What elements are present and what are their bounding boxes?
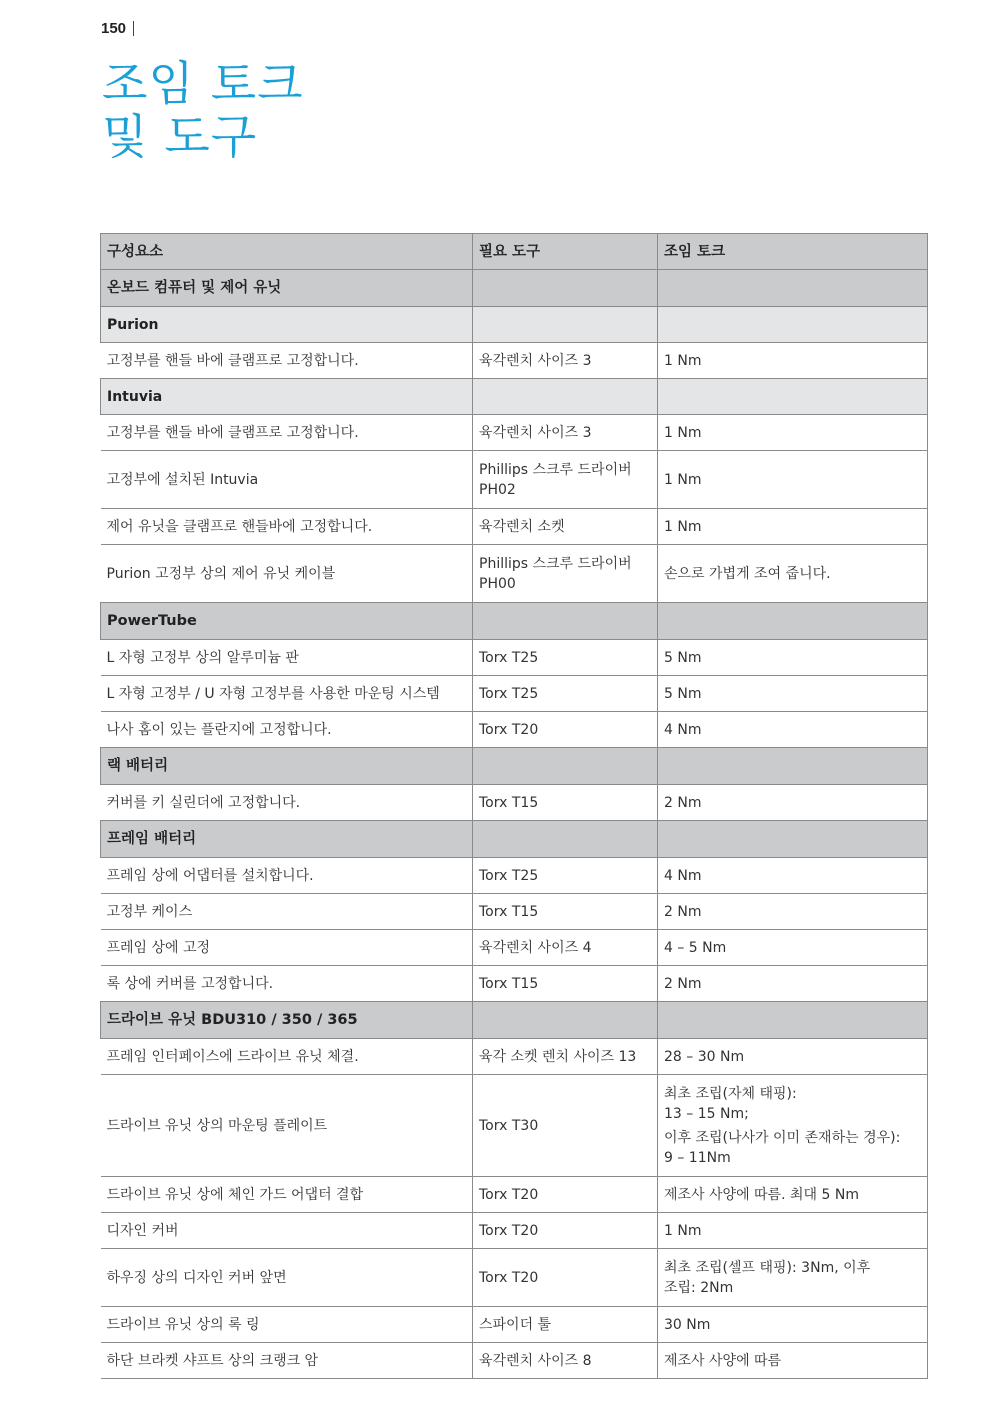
table-row bbox=[101, 1249, 928, 1307]
cell-tool bbox=[473, 545, 658, 603]
section-row-powertube bbox=[101, 603, 928, 640]
cell-tool: 육각렌치 소켓 bbox=[473, 509, 658, 545]
section-label: 드라이브 유닛 BDU310 / 350 / 365 bbox=[101, 1002, 473, 1039]
cell-torque: 2 Nm bbox=[658, 894, 928, 930]
table-row bbox=[101, 966, 928, 1002]
cell-torque-line: 조립: 2Nm bbox=[664, 1279, 734, 1296]
header-torque: 조임 토크 bbox=[658, 234, 928, 270]
cell-torque-line: 13 – 15 Nm; bbox=[664, 1105, 749, 1122]
section-row-intuvia bbox=[101, 379, 928, 415]
table-row bbox=[101, 894, 928, 930]
table-row bbox=[101, 712, 928, 748]
table-row bbox=[101, 1213, 928, 1249]
cell-tool: Torx T25 bbox=[473, 676, 658, 712]
cell-tool-line: Phillips 스크루 드라이버 bbox=[479, 461, 632, 478]
cell-torque: 1 Nm bbox=[658, 451, 928, 509]
cell-component: L 자형 고정부 상의 알루미늄 판 bbox=[101, 640, 473, 676]
page-title bbox=[102, 58, 304, 164]
cell-torque-line: 9 – 11Nm bbox=[664, 1149, 731, 1166]
cell-tool: Torx T20 bbox=[473, 1213, 658, 1249]
table-row bbox=[101, 858, 928, 894]
cell-torque: 5 Nm bbox=[658, 640, 928, 676]
cell-component: 프레임 인터페이스에 드라이브 유닛 체결. bbox=[101, 1039, 473, 1075]
cell-tool: 육각 소켓 렌치 사이즈 13 bbox=[473, 1039, 658, 1075]
page-number-value: 150 bbox=[101, 20, 127, 37]
cell-tool: Torx T25 bbox=[473, 858, 658, 894]
cell-component: 프레임 상에 고정 bbox=[101, 930, 473, 966]
section-label: 프레임 배터리 bbox=[101, 821, 473, 858]
cell-tool bbox=[473, 451, 658, 509]
cell-torque: 1 Nm bbox=[658, 415, 928, 451]
cell-torque bbox=[658, 1249, 928, 1307]
section-row-purion bbox=[101, 307, 928, 343]
cell-torque-line: 최초 조립(셀프 태핑): 3Nm, 이후 bbox=[664, 1259, 871, 1276]
cell-tool-line: PH02 bbox=[479, 481, 516, 498]
cell-component: 디자인 커버 bbox=[101, 1213, 473, 1249]
cell-component: 제어 유닛을 클램프로 핸들바에 고정합니다. bbox=[101, 509, 473, 545]
cell-torque: 2 Nm bbox=[658, 966, 928, 1002]
table-row bbox=[101, 343, 928, 379]
cell-torque-line: 최초 조립(자체 태핑): bbox=[664, 1085, 797, 1102]
cell-torque: 5 Nm bbox=[658, 676, 928, 712]
table-row bbox=[101, 509, 928, 545]
cell-component: L 자형 고정부 / U 자형 고정부를 사용한 마운팅 시스템 bbox=[101, 676, 473, 712]
cell-tool: Torx T20 bbox=[473, 712, 658, 748]
cell-tool: Torx T15 bbox=[473, 894, 658, 930]
table-row bbox=[101, 415, 928, 451]
cell-torque: 30 Nm bbox=[658, 1307, 928, 1343]
section-label: 온보드 컴퓨터 및 제어 유닛 bbox=[101, 270, 473, 307]
table-row bbox=[101, 545, 928, 603]
table-row bbox=[101, 785, 928, 821]
cell-component: 나사 홈이 있는 플란지에 고정합니다. bbox=[101, 712, 473, 748]
page-title-line-1: 조임 토크 bbox=[102, 57, 304, 112]
cell-tool: 육각렌치 사이즈 4 bbox=[473, 930, 658, 966]
cell-component: Purion 고정부 상의 제어 유닛 케이블 bbox=[101, 545, 473, 603]
cell-tool: Torx T20 bbox=[473, 1177, 658, 1213]
cell-torque: 4 Nm bbox=[658, 712, 928, 748]
cell-tool: Torx T30 bbox=[473, 1075, 658, 1177]
cell-component: 고정부에 설치된 Intuvia bbox=[101, 451, 473, 509]
cell-component: 드라이브 유닛 상의 마운팅 플레이트 bbox=[101, 1075, 473, 1177]
section-label: 랙 배터리 bbox=[101, 748, 473, 785]
cell-component: 드라이브 유닛 상에 체인 가드 어댑터 결합 bbox=[101, 1177, 473, 1213]
cell-tool: 스파이더 툴 bbox=[473, 1307, 658, 1343]
cell-tool: 육각렌치 사이즈 8 bbox=[473, 1343, 658, 1379]
cell-torque: 제조사 사양에 따름 bbox=[658, 1343, 928, 1379]
section-label: Purion bbox=[101, 307, 473, 343]
section-row-drive-unit bbox=[101, 1002, 928, 1039]
cell-component: 록 상에 커버를 고정합니다. bbox=[101, 966, 473, 1002]
cell-component: 하단 브라켓 샤프트 상의 크랭크 암 bbox=[101, 1343, 473, 1379]
cell-tool: Torx T15 bbox=[473, 785, 658, 821]
section-label: Intuvia bbox=[101, 379, 473, 415]
cell-torque: 2 Nm bbox=[658, 785, 928, 821]
cell-component: 하우징 상의 디자인 커버 앞면 bbox=[101, 1249, 473, 1307]
table-row bbox=[101, 1177, 928, 1213]
table-row bbox=[101, 930, 928, 966]
table-row bbox=[101, 1343, 928, 1379]
cell-tool: Torx T25 bbox=[473, 640, 658, 676]
cell-torque: 1 Nm bbox=[658, 1213, 928, 1249]
cell-tool: 육각렌치 사이즈 3 bbox=[473, 415, 658, 451]
cell-torque: 1 Nm bbox=[658, 343, 928, 379]
section-label: PowerTube bbox=[101, 603, 473, 640]
cell-component: 고정부 케이스 bbox=[101, 894, 473, 930]
table-row bbox=[101, 1075, 928, 1177]
torque-table bbox=[100, 233, 928, 1379]
cell-torque: 1 Nm bbox=[658, 509, 928, 545]
cell-component: 고정부를 핸들 바에 클램프로 고정합니다. bbox=[101, 415, 473, 451]
cell-tool-line: PH00 bbox=[479, 575, 516, 592]
cell-torque: 제조사 사양에 따름. 최대 5 Nm bbox=[658, 1177, 928, 1213]
cell-tool: 육각렌치 사이즈 3 bbox=[473, 343, 658, 379]
cell-torque bbox=[658, 1075, 928, 1177]
cell-tool: Torx T15 bbox=[473, 966, 658, 1002]
header-tool: 필요 도구 bbox=[473, 234, 658, 270]
cell-torque-line: 이후 조립(나사가 이미 존재하는 경우): bbox=[664, 1129, 901, 1146]
cell-component: 드라이브 유닛 상의 록 링 bbox=[101, 1307, 473, 1343]
cell-component: 고정부를 핸들 바에 클램프로 고정합니다. bbox=[101, 343, 473, 379]
cell-torque: 손으로 가볍게 조여 줍니다. bbox=[658, 545, 928, 603]
table-row bbox=[101, 676, 928, 712]
section-row-rack-battery bbox=[101, 748, 928, 785]
section-row-onboard bbox=[101, 270, 928, 307]
cell-tool: Torx T20 bbox=[473, 1249, 658, 1307]
cell-torque: 4 Nm bbox=[658, 858, 928, 894]
page-number bbox=[101, 20, 134, 37]
table-row bbox=[101, 640, 928, 676]
table-header-row bbox=[101, 234, 928, 270]
section-row-frame-battery bbox=[101, 821, 928, 858]
page-title-line-2: 및 도구 bbox=[102, 110, 258, 165]
cell-tool-line: Phillips 스크루 드라이버 bbox=[479, 555, 632, 572]
cell-component: 프레임 상에 어댑터를 설치합니다. bbox=[101, 858, 473, 894]
table-row bbox=[101, 1039, 928, 1075]
table-row bbox=[101, 451, 928, 509]
cell-torque: 4 – 5 Nm bbox=[658, 930, 928, 966]
cell-torque: 28 – 30 Nm bbox=[658, 1039, 928, 1075]
table-row bbox=[101, 1307, 928, 1343]
header-component: 구성요소 bbox=[101, 234, 473, 270]
page-number-divider bbox=[133, 21, 134, 36]
cell-component: 커버를 키 실린더에 고정합니다. bbox=[101, 785, 473, 821]
